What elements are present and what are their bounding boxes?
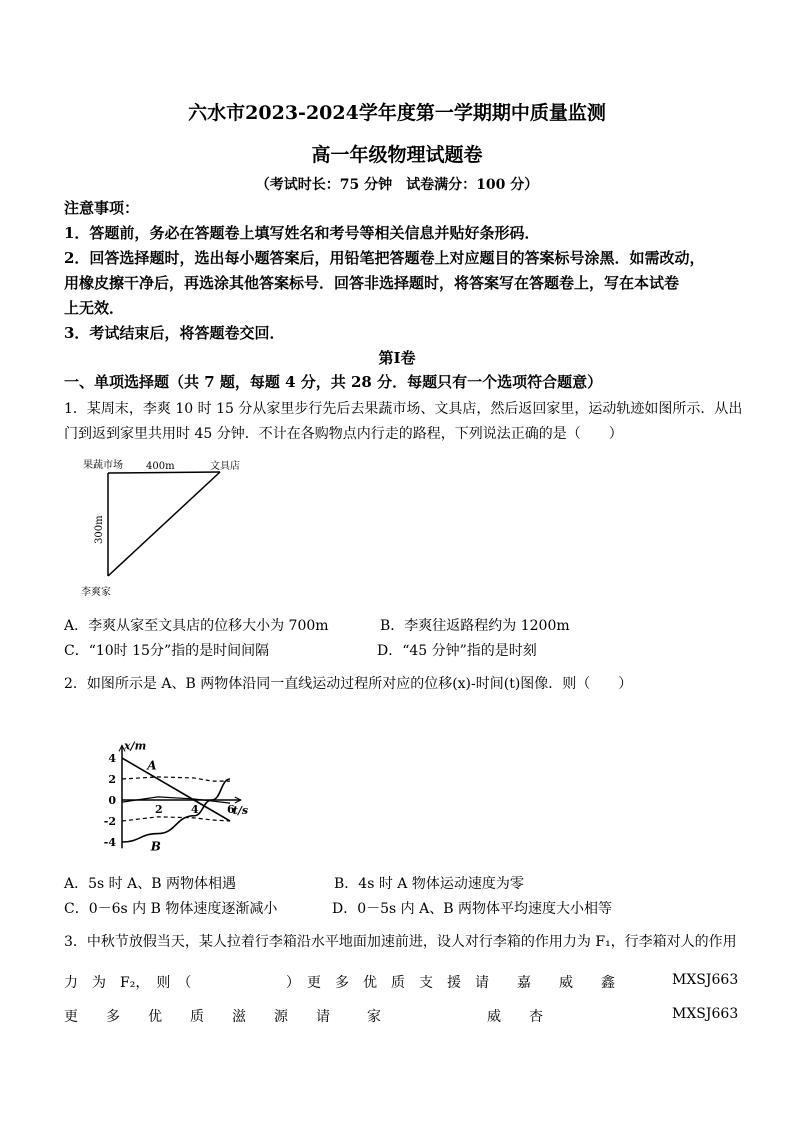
q1-stem-line-1: 1．某周末，李爽 10 时 15 分从家里步行先后去果蔬市场、文具店，然后返回家里，运动轨迹如图所示．从出	[64, 401, 743, 417]
q1-stem-line-2: 门到返到家里共用时 45 分钟．不计在各购物点内行走的路程，下列说法正确的是（ ）	[64, 426, 623, 442]
notice-item-2-line-2: 用橡皮擦干净后，再选涂其他答案标号．回答非选择题时，将答案写在答题卷上，写在本试卷	[64, 274, 680, 292]
x-tick-label: 2	[155, 803, 163, 816]
footer-code: MXSJ663	[672, 1006, 739, 1022]
part-one-heading: 一、单项选择题（共 7 题，每题 4 分，共 28 分．每题只有一个选项符合题意）	[64, 373, 603, 391]
guide-line	[122, 777, 230, 781]
route-store-to-home	[108, 472, 220, 576]
y-tick-label: 4	[108, 752, 116, 765]
label-market: 果蔬市场	[83, 460, 123, 471]
q2-option-a: A．5s 时 A、B 两物体相遇	[64, 876, 236, 892]
series-label-b: B	[150, 839, 161, 854]
notice-item-3: 3．考试结束后，将答题卷交回．	[64, 324, 285, 342]
notice-item-2-line-1: 2．回答选择题时，选出每小题答案后，用铅笔把答题卷上对应题目的答案标号涂黑．如需改动，	[64, 249, 705, 267]
q1-option-d: D．“45 分钟”指的是时刻	[377, 643, 537, 659]
notice-item-1: 1．答题前，务必在答题卷上填写姓名和考号等相关信息并贴好条形码．	[64, 224, 540, 242]
y-tick-label: 0	[108, 794, 116, 807]
exam-subtitle: 高一年级物理试题卷	[311, 144, 483, 166]
q1-option-c: C．“10时 15分”指的是时间间隔	[64, 643, 270, 659]
x-axis-label: t/s	[232, 804, 249, 817]
label-distance-top: 400m	[146, 461, 175, 472]
footer-text-b: 家	[367, 1009, 381, 1025]
y-tick-label: -2	[103, 815, 116, 828]
q1-route-figure	[80, 456, 260, 601]
notice-heading: 注意事项：	[64, 199, 140, 217]
q2-option-c: C．0－6s 内 B 物体速度逐渐减小	[64, 901, 278, 917]
y-tick-label: -4	[103, 836, 116, 849]
q2-stem: 2．如图所示是 A、B 两物体沿同一直线运动过程所对应的位移(x)-时间(t)图像．则（ ）	[64, 676, 633, 692]
footer-text-c: 威 杏	[487, 1009, 543, 1025]
x-tick-label: 4	[191, 803, 199, 816]
footer-text-a: 更 多 优 质 滋 源 请	[64, 1009, 330, 1025]
series-label-a: A	[147, 758, 157, 773]
q3-stem-line-2b: ） 更 多 优 质 支 援 请 嘉 威 鑫	[286, 975, 615, 991]
q3-stem-line-2-code: MXSJ663	[672, 972, 739, 988]
volume-heading: 第Ⅰ卷	[378, 349, 416, 367]
y-axis-label: x/m	[124, 739, 147, 753]
q3-stem-line-1: 3．中秋节放假当天，某人拉着行李箱沿水平地面加速前进，设人对行李箱的作用力为 F₁，行李箱对人的作用	[64, 934, 737, 950]
x-tick-label: 6	[227, 803, 235, 816]
label-store: 文具店	[210, 461, 240, 472]
q2-option-d: D．0－5s 内 A、B 两物体平均速度大小相等	[332, 901, 612, 917]
route-market-to-store	[108, 472, 220, 473]
label-distance-side: 300m	[94, 515, 105, 544]
q2-option-b: B．4s 时 A 物体运动速度为零	[334, 876, 524, 892]
q1-option-a: A．李爽从家至文具店的位移大小为 700m	[64, 618, 329, 634]
q1-option-b: B．李爽往返路程约为 1200m	[380, 618, 570, 634]
label-home: 李爽家	[81, 587, 111, 598]
series-line-a	[122, 758, 230, 821]
notice-item-2-line-3: 上无效．	[64, 299, 125, 317]
q3-stem-line-2a: 力 为 F₂， 则 （	[64, 975, 192, 991]
q2-xt-chart	[82, 720, 249, 860]
y-tick-label: 2	[108, 773, 116, 786]
guide-line	[122, 817, 230, 821]
series-line-b	[122, 779, 230, 842]
exam-title: 六水市2023-2024学年度第一学期期中质量监测	[188, 102, 606, 124]
exam-info: （考试时长：75 分钟 试卷满分：100 分）	[255, 177, 539, 193]
